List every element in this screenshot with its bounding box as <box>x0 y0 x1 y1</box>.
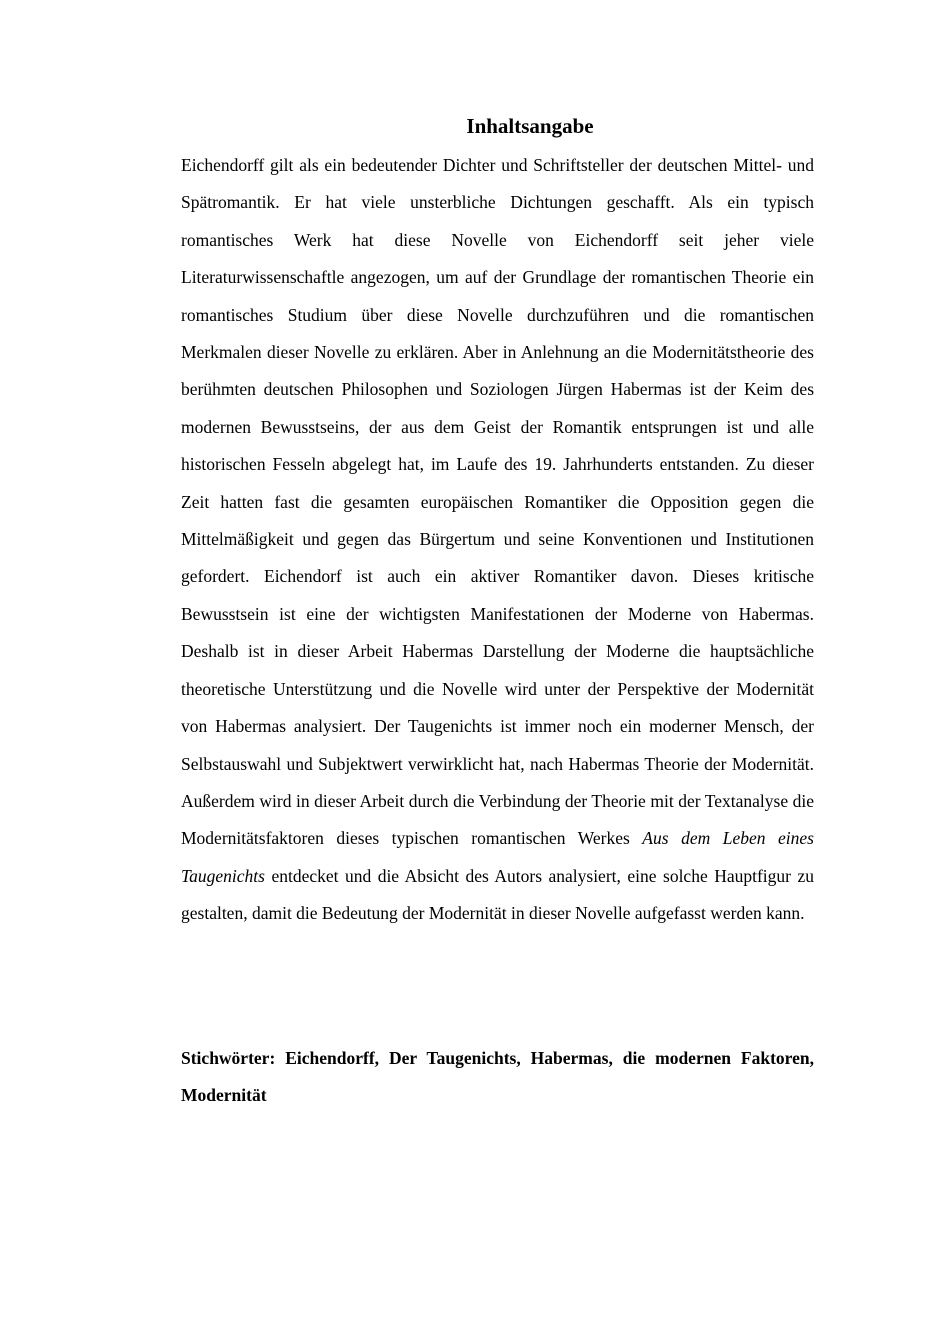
abstract-text-part-2: entdecket und die Absicht des Autors analysiert, eine solche Hauptfigur zu gestalten, damit die Bedeutung der Modernität in dieser Novelle aufgefasst werden kann. <box>181 865 814 924</box>
novel-title-italic: Aus dem Leben eines Taugenichts <box>181 828 814 886</box>
keywords-paragraph: Stichwörter: Eichendorff, Der Taugenichts, Habermas, die modernen Faktoren, Modernität <box>181 1048 814 1106</box>
abstract-text-part-1: Eichendorff gilt als ein bedeutender Dichter und Schriftsteller der deutschen Mittel- und Spätromantik. Er hat viele unsterbliche Dichtungen geschafft. Als ein typisch romantisches Werk hat diese Novelle von Eichendorff seit jeher viele Literaturwissenschaftle angezogen, um auf der Grundlage der romantischen Theorie ein romantisches Studium über diese Novelle durchzuführen und die romantischen Merkmalen dieser Novelle zu erklären. Aber in Anlehnung an die Modernitätstheorie des berühmten deutschen Philosophen und Soziologen Jürgen Habermas ist der Keim des modernen Bewusstseins, der aus dem Geist der Romantik entsprungen ist und alle historischen Fesseln abgelegt hat, im Laufe des 19. Jahrhunderts entstanden. Zu dieser Zeit hatten fast die gesamten europäischen Romantiker die Opposition gegen die Mittelmäßigkeit und gegen das Bürgertum und seine Konventionen und Institutionen gefordert. Eichendorf ist auch ein aktiver Romantiker davon. Dieses kritische Bewusstsein ist eine der wichtigsten Manifestationen der Moderne von Habermas. Deshalb ist in dieser Arbeit Habermas Darstellung der Moderne die hauptsächliche theoretische Unterstützung und die Novelle wird unter der Perspektive der Modernität von Habermas analysiert. Der Taugenichts ist immer noch ein moderner Mensch, der Selbstauswahl und Subjektwert verwirklicht hat, nach Habermas Theorie der Modernität. Außerdem wird in dieser Arbeit durch die Verbindung der Theorie mit der Textanalyse die Modernitätsfaktoren dieses typischen romantischen Werkes <box>181 155 814 849</box>
page-title: Inhaltsangabe <box>466 114 594 138</box>
abstract-paragraph <box>181 147 814 933</box>
